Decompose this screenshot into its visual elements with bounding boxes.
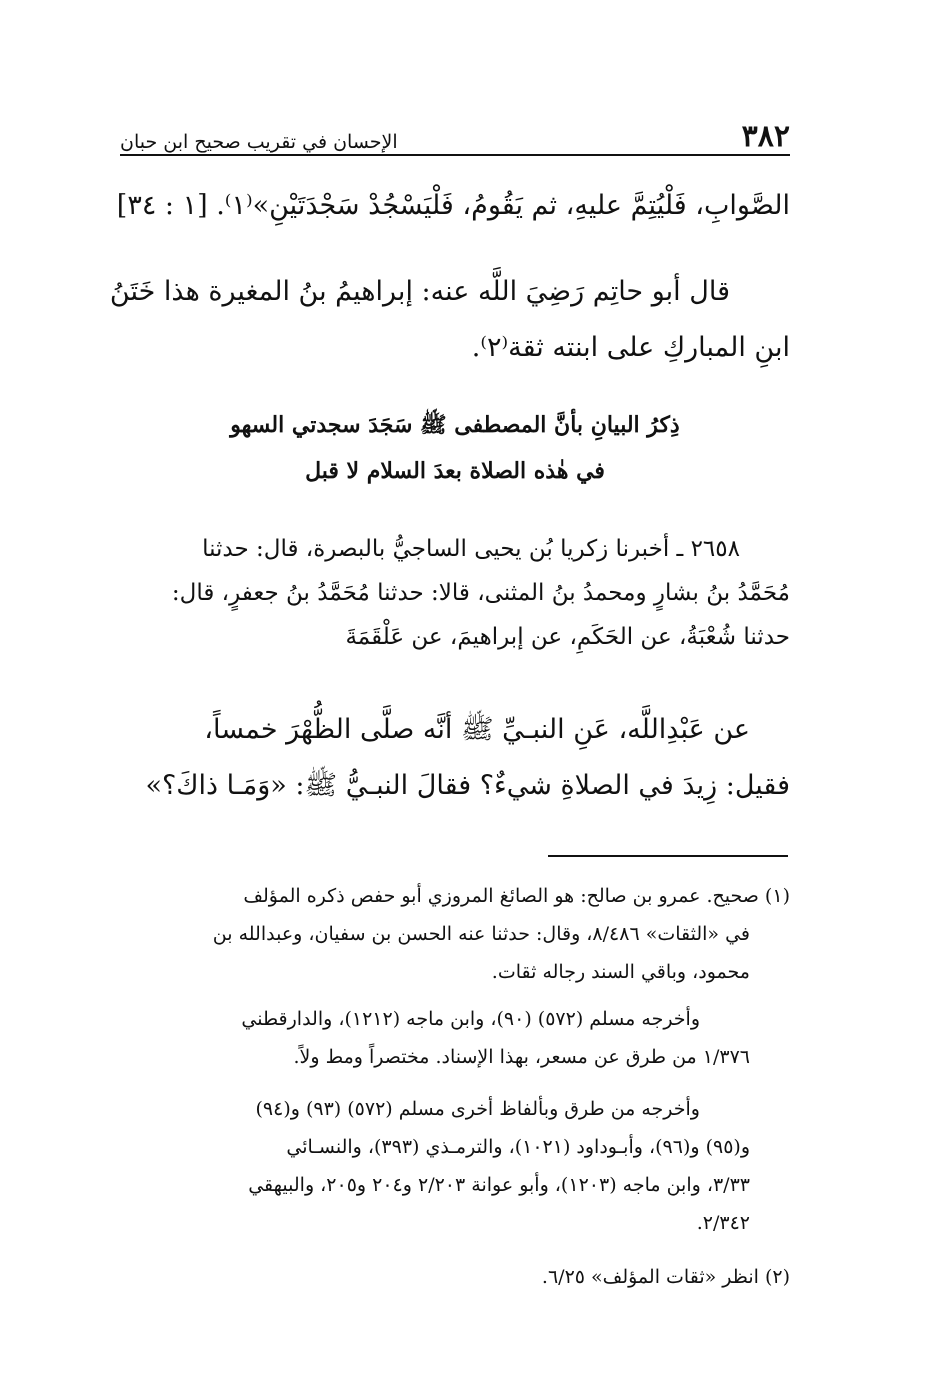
text-line: ٢٦٥٨ ـ أخبرنا زكريا بُن يحيى الساجيُّ بالبصرة، قال: حدثنا <box>202 536 740 562</box>
text-line: عن عَبْدِاللَّه، عَنِ النبـيِّ ﷺ أنَّه صلَّى الظُّهْرَ خمساً، <box>204 714 750 745</box>
text-line: مُحَمَّدُ بنُ بشارٍ ومحمدُ بنُ المثنى، قالا: حدثنا مُحَمَّدُ بنُ جعفرٍ، قال: <box>171 580 790 606</box>
footnote-line: (١) صحيح. عمرو بن صالح: هو الصائغ المروزي أبو حفص ذكره المؤلف <box>243 885 790 907</box>
text-line: فقيل: زِيدَ في الصلاةِ شيءٌ؟ فقالَ النبـيُّ ﷺ: «وَمَـا ذاكَ؟» <box>145 770 790 801</box>
page-number: ٣٨٢ <box>741 119 790 154</box>
text-line: ابنِ المباركِ على ابنته ثقة⁽٢⁾. <box>471 332 790 363</box>
footnote-line: (٢) انظر «ثقات المؤلف» ٦/٢٥. <box>541 1266 790 1288</box>
heading-line: ذِكرُ البيانِ بأنَّ المصطفى ﷺ سَجَدَ سجدتي السهو <box>230 412 680 438</box>
isnad-paragraph <box>120 527 790 659</box>
footnote-line: ٣/٣٣، وابن ماجه (١٢٠٣)، وأبو عوانة ٢/٢٠٣ و٢٠٤ و٢٠٥، والبيهقي <box>248 1174 750 1196</box>
text-line: الصَّوابِ، فَلْيُتِمَّ عليهِ، ثم يَقُومُ، فَلْيَسْجُدْ سَجْدَتَيْنِ»⁽١⁾. [١ : ٣٤] <box>116 190 790 221</box>
footnote-line: ٢/٣٤٢. <box>696 1212 750 1234</box>
text-line: حدثنا شُعْبَةُ، عن الحَكَمِ، عن إبراهيمَ، عن عَلْقَمَةَ <box>345 624 790 650</box>
running-title: الإحسان في تقريب صحيح ابن حبان <box>120 131 398 153</box>
chapter-heading <box>120 402 790 494</box>
footnote-line: ١/٣٧٦ من طرق عن مسعر، بهذا الإسناد. مختصراً ومط ولاً. <box>293 1046 750 1068</box>
page-header <box>120 112 790 152</box>
footnote-2 <box>120 1258 790 1296</box>
footnote-line: و(٩٥) و(٩٦)، وأبـوداود (١٠٢١)، والترمـذي (٣٩٣)، والنسـائي <box>286 1136 750 1158</box>
text-line: قال أبو حاتِم رَضِيَ اللَّه عنه: إبراهيمُ بنُ المغيرة هذا خَتَنُ <box>109 276 730 307</box>
matn-paragraph <box>120 702 790 814</box>
footnote-divider <box>548 855 788 857</box>
footnote-line: محمود، وباقي السند رجاله ثقات. <box>491 961 750 983</box>
commentary-paragraph <box>109 264 790 376</box>
footnote-line: وأخرجه مسلم (٥٧٢) (٩٠)، وابن ماجه (١٢١٢)، والدارقطني <box>241 1008 700 1030</box>
header-divider <box>120 154 790 156</box>
footnote-1-continued <box>120 1000 790 1076</box>
heading-line: في هٰذه الصلاة بعدَ السلام لا قبل <box>305 458 605 484</box>
footnote-1-references <box>120 1090 790 1242</box>
continuation-line <box>116 178 790 234</box>
footnote-line: في «الثقات» ٨/٤٨٦، وقال: حدثنا عنه الحسن بن سفيان، وعبدالله بن <box>212 923 750 945</box>
footnote-line: وأخرجه من طرق وبألفاظ أخرى مسلم (٥٧٢) (٩٣) و(٩٤) <box>255 1098 700 1120</box>
footnote-1 <box>120 877 790 991</box>
